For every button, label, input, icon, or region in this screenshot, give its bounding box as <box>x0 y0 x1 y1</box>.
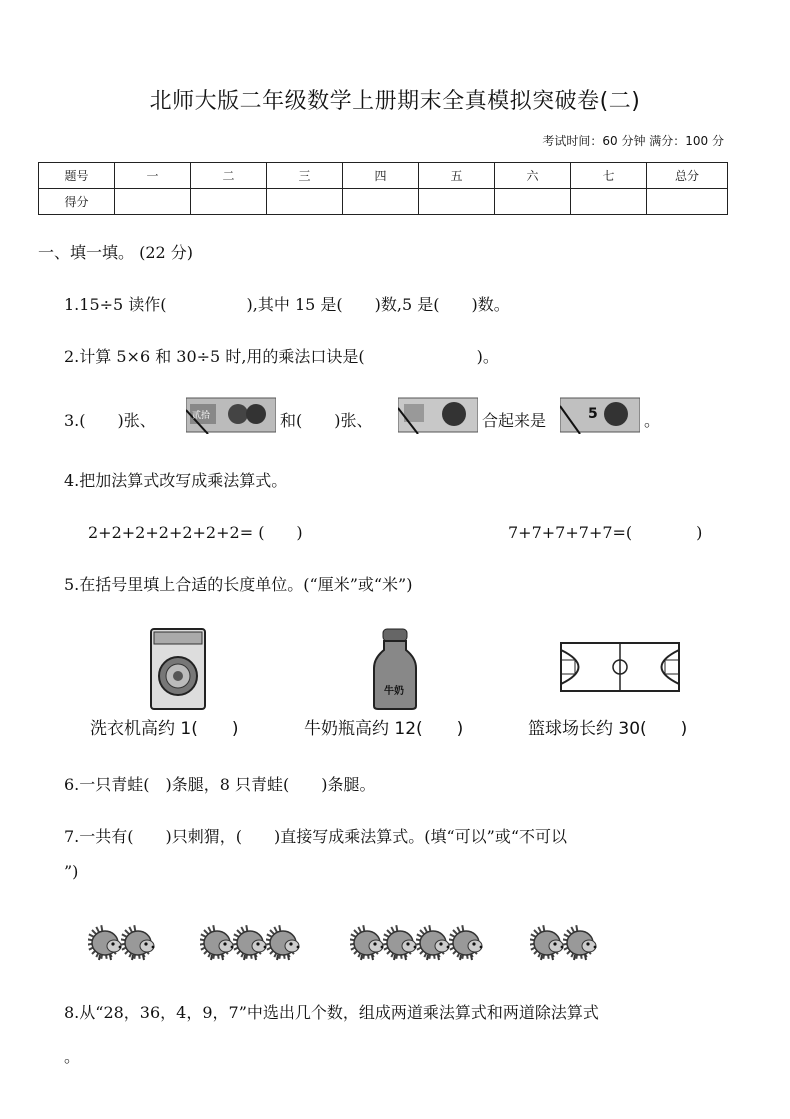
score-header-cell: 四 <box>343 163 419 189</box>
hedgehog-icon <box>266 918 302 966</box>
hedgehog-icon <box>88 918 124 966</box>
hedgehog-icon <box>563 918 599 966</box>
question-7-line-1: 7.一共有( )只刺猬，( )直接写成乘法算式。(填“可以”或“不可以 <box>64 827 568 846</box>
exam-info: 考试时间：60 分钟 满分：100 分 <box>542 134 724 148</box>
five-yuan-note-icon <box>560 396 640 434</box>
question-3-part-2: 和( )张、 <box>280 411 373 430</box>
twenty-note-label: 贰拾 <box>192 411 211 421</box>
hedgehog-icon <box>121 918 157 966</box>
question-7-line-2: ”) <box>64 862 79 881</box>
hedgehog-groups <box>0 918 790 964</box>
score-header-cell: 二 <box>191 163 267 189</box>
caption-washing-machine: 洗衣机高约 1( ) <box>90 719 239 739</box>
twenty-yuan-note-icon <box>186 396 276 434</box>
hedgehog-icon <box>449 918 485 966</box>
question-8-line-2: 。 <box>64 1047 81 1066</box>
score-header-cell: 一 <box>115 163 191 189</box>
hedgehog-icon <box>530 918 566 966</box>
score-table-header-row <box>39 163 728 189</box>
score-cell[interactable] <box>571 189 647 215</box>
hedgehog-icon <box>383 918 419 966</box>
score-cell[interactable] <box>647 189 728 215</box>
ten-yuan-note-icon <box>398 396 478 434</box>
page-title: 北师大版二年级数学上册期末全真模拟突破卷(二) <box>149 89 641 114</box>
question-4-right-expression: 7+7+7+7+7=( ) <box>508 523 703 542</box>
hedgehog-icon <box>200 918 236 966</box>
score-cell[interactable] <box>267 189 343 215</box>
question-6: 6.一只青蛙( )条腿，8 只青蛙( )条腿。 <box>64 775 376 794</box>
question-5-stem: 5.在括号里填上合适的长度单位。(“厘米”或“米”) <box>64 575 413 594</box>
basketball-court-icon <box>560 642 680 692</box>
score-header-cell: 五 <box>419 163 495 189</box>
five-note-label: 5 <box>588 406 598 422</box>
hedgehog-icon <box>416 918 452 966</box>
score-header-cell: 总分 <box>647 163 728 189</box>
milk-bottle-label: 牛奶 <box>384 686 404 697</box>
caption-milk-bottle: 牛奶瓶高约 12( ) <box>304 719 464 739</box>
score-header-cell: 六 <box>495 163 571 189</box>
question-8-line-1: 8.从“28，36，4，9，7”中选出几个数，组成两道乘法算式和两道除法算式 <box>64 1003 599 1022</box>
question-3-part-3: 合起来是 <box>482 411 547 430</box>
score-cell[interactable] <box>419 189 495 215</box>
score-cell[interactable] <box>343 189 419 215</box>
question-3-part-1: 3.( )张、 <box>64 411 156 430</box>
hedgehog-icon <box>350 918 386 966</box>
question-1: 1.15÷5 读作( ),其中 15 是( )数,5 是( )数。 <box>64 295 510 314</box>
score-cell[interactable] <box>115 189 191 215</box>
question-3-part-4: 。 <box>644 411 661 430</box>
question-2: 2.计算 5×6 和 30÷5 时,用的乘法口诀是( )。 <box>64 347 499 366</box>
washing-machine-icon <box>150 628 206 710</box>
score-cell[interactable] <box>495 189 571 215</box>
section-1-heading: 一、填一填。 (22 分) <box>38 243 194 262</box>
score-header-cell: 七 <box>571 163 647 189</box>
caption-basketball-court: 篮球场长约 30( ) <box>528 719 688 739</box>
question-4-left-expression: 2+2+2+2+2+2+2= ( ) <box>88 523 303 542</box>
score-header-cell: 题号 <box>39 163 115 189</box>
score-cell[interactable] <box>191 189 267 215</box>
milk-bottle-icon <box>372 628 418 710</box>
score-header-cell: 三 <box>267 163 343 189</box>
hedgehog-icon <box>233 918 269 966</box>
question-4-stem: 4.把加法算式改写成乘法算式。 <box>64 471 288 490</box>
score-table <box>38 162 728 215</box>
score-table-score-row <box>39 189 728 215</box>
score-row-label: 得分 <box>39 189 115 215</box>
